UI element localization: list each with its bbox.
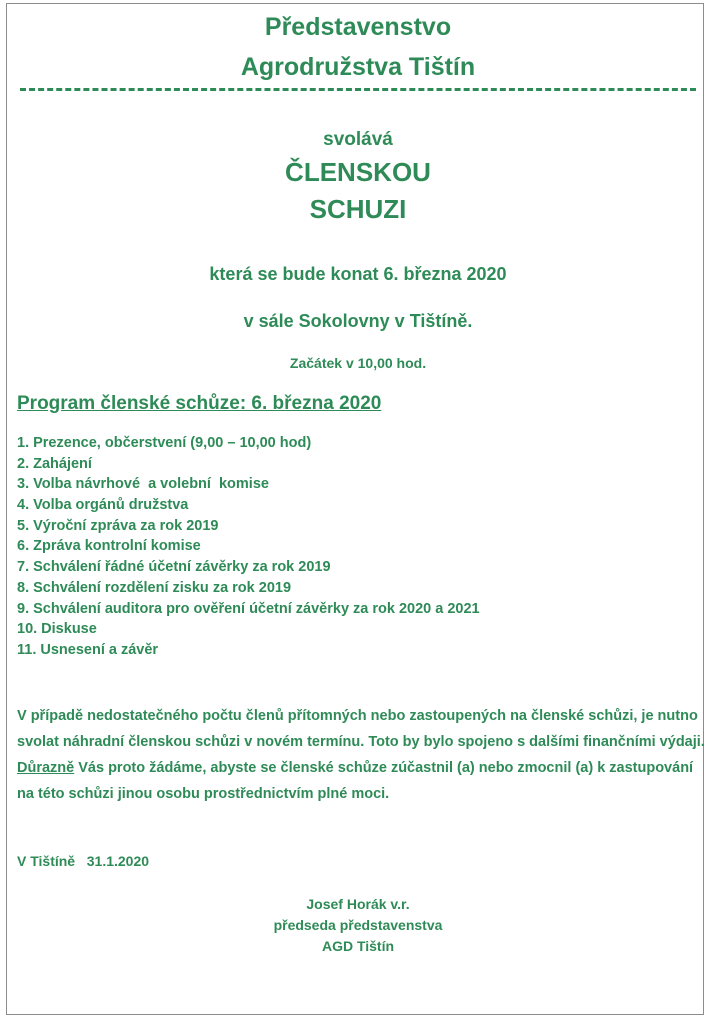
agenda-item: 2. Zahájení: [17, 455, 92, 472]
meeting-venue: v sále Sokolovny v Tištíně.: [243, 311, 473, 331]
agenda-list: [17, 433, 480, 661]
agenda-item: 8. Schválení rozdělení zisku za rok 2019: [17, 579, 292, 596]
notice-emphasis: Důrazně: [17, 760, 75, 776]
notice-line-4: na této schůzi jinou osobu prostřednictvím plné moci.: [17, 786, 390, 802]
agenda-item: 5. Výroční zpráva za rok 2019: [17, 517, 219, 534]
signature-block: [198, 894, 518, 957]
agenda-item: 7. Schválení řádné účetní závěrky za rok 2019: [17, 559, 331, 576]
meeting-date: která se bude konat 6. března 2020: [209, 264, 507, 284]
dashed-divider: [20, 88, 696, 91]
agenda-item: 3. Volba návrhové a volební komise: [17, 476, 269, 493]
quorum-notice: [17, 703, 707, 807]
agenda-item: 11. Usnesení a závěr: [17, 641, 159, 658]
notice-line-2: svolat náhradní členskou schůzi v novém termínu. Toto by bylo spojeno s dalšími finančními výdaji.: [17, 734, 705, 750]
agenda-item: 6. Zpráva kontrolní komise: [17, 538, 201, 555]
place-and-date: V Tištíně 31.1.2020: [17, 853, 150, 869]
notice-line-3: [17, 755, 707, 781]
meeting-title-line-1: ČLENSKOU: [285, 157, 431, 187]
meeting-title-line-2: SCHUZI: [309, 194, 407, 224]
agenda-item: 9. Schválení auditora pro ověření účetní závěrky za rok 2020 a 2021: [17, 600, 480, 617]
signer-name: Josef Horák v.r.: [306, 896, 410, 912]
agenda-item: 1. Prezence, občerstvení (9,00 – 10,00 hod): [17, 435, 312, 451]
org-title-line-2: Agrodružstva Tištín: [240, 53, 476, 81]
agenda-item: 4. Volba orgánů družstva: [17, 497, 189, 514]
org-title-line-1: Představenstvo: [264, 13, 452, 41]
program-heading: Program členské schůze: 6. března 2020: [17, 393, 382, 414]
agenda-item: 10. Diskuse: [17, 621, 97, 638]
notice-line-1: V případě nedostatečného počtu členů přítomných nebo zastoupených na členské schůzi, je nutno: [17, 708, 698, 724]
signer-organization: AGD Tištín: [321, 938, 395, 954]
convenes-text: svolává: [323, 129, 393, 150]
notice-line-3-rest: Vás proto žádáme, abyste se členské schůze zúčastnil (a) nebo zmocnil (a) k zastupování: [74, 760, 694, 776]
meeting-start-time: Začátek v 10,00 hod.: [289, 355, 427, 371]
signer-role: předseda představenstva: [273, 917, 443, 933]
